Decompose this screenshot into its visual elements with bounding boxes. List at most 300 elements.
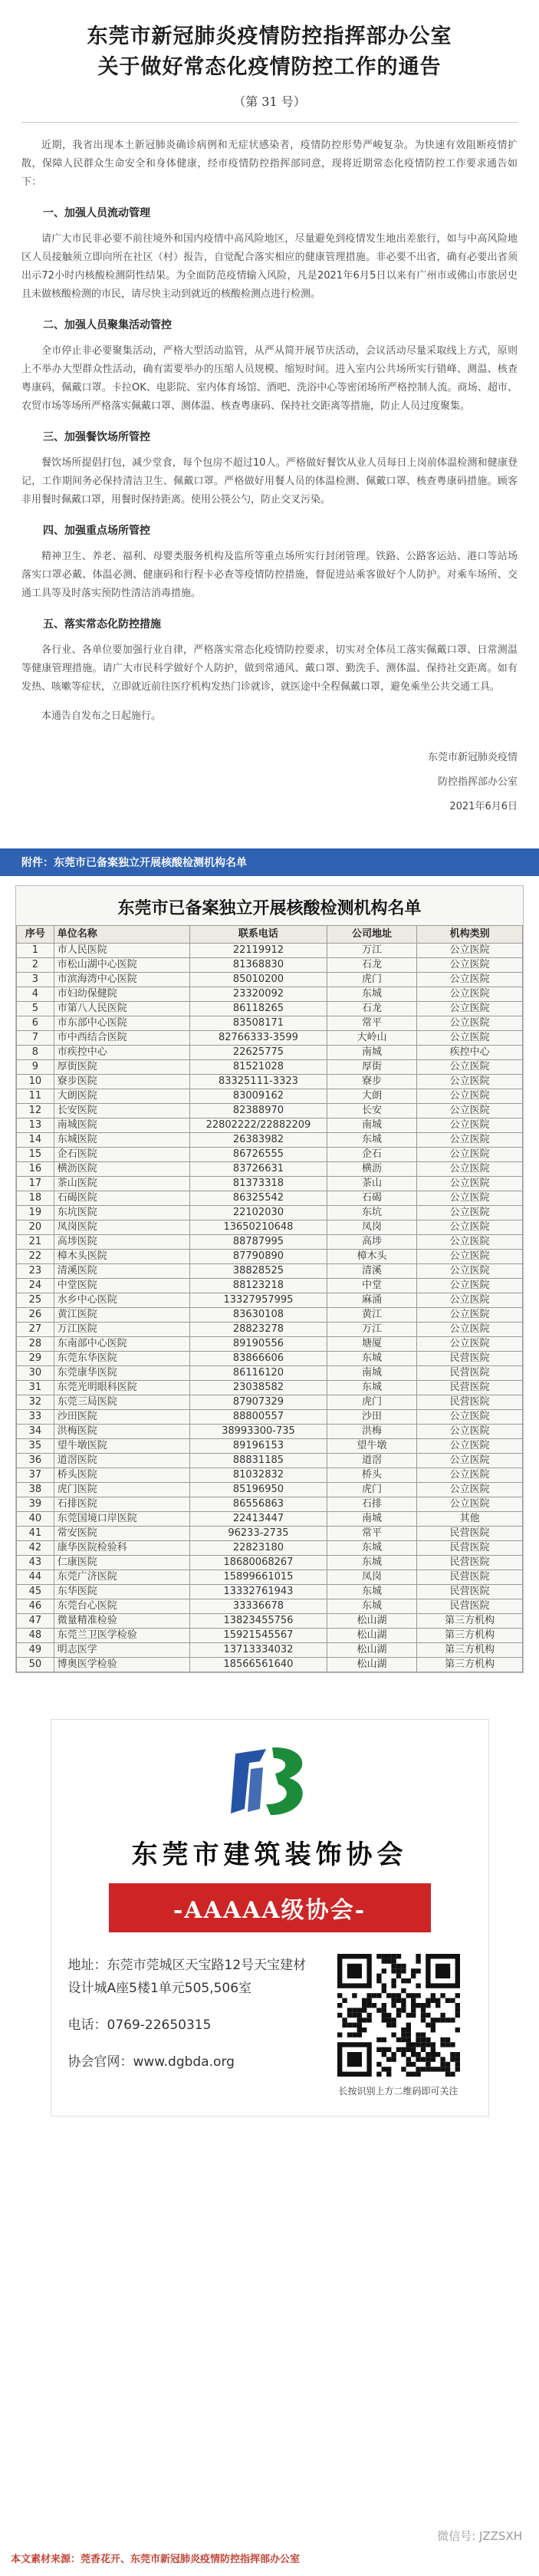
cell-no: 29 bbox=[17, 1352, 54, 1366]
cell-category: 公立医院 bbox=[417, 1104, 523, 1118]
cell-category: 民营医院 bbox=[417, 1381, 523, 1395]
cell-category: 公立医院 bbox=[417, 1454, 523, 1468]
cell-phone: 83325111-3323 bbox=[190, 1075, 327, 1089]
cell-address: 南城 bbox=[327, 1366, 417, 1381]
cell-no: 13 bbox=[17, 1118, 54, 1133]
intro-paragraph: 近期，我省出现本土新冠肺炎确诊病例和无症状感染者，疫情防控形势严峻复杂。为快速有效阻断疫情扩散，保障人民群众生命安全和身体健康，经市疫情防控指挥部同意，现将近期常态化疫情防控工作要求通告如下： bbox=[21, 140, 518, 188]
cell-phone: 88831185 bbox=[190, 1454, 327, 1468]
table-row bbox=[17, 1016, 523, 1031]
cell-name: 东莞光明眼科医院 bbox=[54, 1381, 190, 1395]
cell-name: 市人民医院 bbox=[54, 944, 190, 958]
table-row bbox=[17, 1133, 523, 1148]
cell-category: 民营医院 bbox=[417, 1366, 523, 1381]
cell-name: 石碣医院 bbox=[54, 1191, 190, 1206]
table-row bbox=[17, 1264, 523, 1279]
cell-phone: 13332761943 bbox=[190, 1585, 327, 1599]
cell-address: 东城 bbox=[327, 1381, 417, 1395]
cell-no: 5 bbox=[17, 1002, 54, 1016]
cell-name: 东华医院 bbox=[54, 1585, 190, 1599]
cell-address: 常平 bbox=[327, 1016, 417, 1031]
cell-address: 寮步 bbox=[327, 1075, 417, 1089]
table-row bbox=[17, 1002, 523, 1016]
cell-category: 民营医院 bbox=[417, 1599, 523, 1614]
association-name: 东莞市建筑装饰协会 bbox=[131, 1840, 408, 1870]
cell-address: 黄江 bbox=[327, 1308, 417, 1323]
cell-category: 公立医院 bbox=[417, 1002, 523, 1016]
cell-phone: 13327957995 bbox=[190, 1293, 327, 1308]
cell-phone: 23038582 bbox=[190, 1381, 327, 1395]
cell-address: 松山湖 bbox=[327, 1629, 417, 1643]
table-row bbox=[17, 1148, 523, 1162]
cell-name: 道滘医院 bbox=[54, 1454, 190, 1468]
cell-no: 7 bbox=[17, 1031, 54, 1046]
cell-name: 微量精准检验 bbox=[54, 1614, 190, 1629]
cell-category: 公立医院 bbox=[417, 1250, 523, 1264]
table-row bbox=[17, 1060, 523, 1075]
cell-no: 6 bbox=[17, 1016, 54, 1031]
header-category: 机构类别 bbox=[417, 926, 523, 944]
cell-phone: 87790890 bbox=[190, 1250, 327, 1264]
cell-phone: 83009162 bbox=[190, 1089, 327, 1104]
cell-no: 44 bbox=[17, 1570, 54, 1585]
cell-category: 公立医院 bbox=[417, 1439, 523, 1454]
table-row bbox=[17, 1658, 523, 1672]
cell-phone: 88123218 bbox=[190, 1279, 327, 1293]
table-row bbox=[17, 1352, 523, 1366]
cell-address: 麻涌 bbox=[327, 1293, 417, 1308]
cell-phone: 81032832 bbox=[190, 1468, 327, 1483]
cell-name: 市东部中心医院 bbox=[54, 1016, 190, 1031]
cell-name: 市滨海湾中心医院 bbox=[54, 973, 190, 987]
cell-address: 凤岗 bbox=[327, 1220, 417, 1235]
cell-name: 虎门医院 bbox=[54, 1483, 190, 1497]
cell-address: 石龙 bbox=[327, 958, 417, 973]
cell-category: 公立医院 bbox=[417, 1425, 523, 1439]
cell-no: 33 bbox=[17, 1410, 54, 1425]
cell-phone: 13713334032 bbox=[190, 1643, 327, 1658]
cell-address: 望牛墩 bbox=[327, 1439, 417, 1454]
cell-no: 47 bbox=[17, 1614, 54, 1629]
cell-no: 17 bbox=[17, 1177, 54, 1191]
title-divider bbox=[21, 122, 518, 123]
association-address: 地址：东莞市莞城区天宝路12号天宝建材设计城A座5楼1单元505,506室 bbox=[67, 1958, 307, 1996]
cell-name: 中堂医院 bbox=[54, 1279, 190, 1293]
table-row bbox=[17, 1585, 523, 1599]
cell-no: 36 bbox=[17, 1454, 54, 1468]
cell-address: 横沥 bbox=[327, 1162, 417, 1177]
table-row bbox=[17, 1599, 523, 1614]
cell-no: 9 bbox=[17, 1060, 54, 1075]
cell-phone: 22102030 bbox=[190, 1206, 327, 1220]
cell-phone: 85010200 bbox=[190, 973, 327, 987]
table-row bbox=[17, 1206, 523, 1220]
cell-name: 东城医院 bbox=[54, 1133, 190, 1148]
table-row bbox=[17, 1162, 523, 1177]
cell-category: 民营医院 bbox=[417, 1570, 523, 1585]
section-text-3: 餐饮场所提倡打包，减少堂食，每个包房不超过10人。严格做好餐饮从业人员每日上岗前体温检测和健康登记，工作期间务必保持清洁卫生、佩戴口罩。严格做好用餐人员的体温检测、佩戴口罩、核查粤康码措施。顾客非用餐时佩戴口罩，用餐时保持距离。使用公筷公勺，防止交叉污染。 bbox=[21, 457, 518, 506]
cell-no: 40 bbox=[17, 1512, 54, 1527]
cell-address: 常平 bbox=[327, 1527, 417, 1541]
association-logo-icon bbox=[212, 1738, 327, 1823]
cell-address: 茶山 bbox=[327, 1177, 417, 1191]
table-row bbox=[17, 1454, 523, 1468]
cell-name: 仁康医院 bbox=[54, 1556, 190, 1570]
header-no: 序号 bbox=[17, 926, 54, 944]
source-note: 本文素材来源：莞香花开、东莞市新冠肺炎疫情防控指挥部办公室 bbox=[11, 2554, 301, 2565]
cell-name: 博奥医学检验 bbox=[54, 1658, 190, 1672]
cell-address: 南城 bbox=[327, 1046, 417, 1060]
cell-no: 22 bbox=[17, 1250, 54, 1264]
cell-phone: 89190556 bbox=[190, 1337, 327, 1352]
cell-name: 寮步医院 bbox=[54, 1075, 190, 1089]
cell-category: 公立医院 bbox=[417, 1118, 523, 1133]
table-row bbox=[17, 1031, 523, 1046]
cell-address: 东城 bbox=[327, 1541, 417, 1556]
association-grade-banner: -AAAAA级协会- bbox=[109, 1883, 431, 1932]
cell-phone: 38993300-735 bbox=[190, 1425, 327, 1439]
cell-name: 东莞兰卫医学检验 bbox=[54, 1629, 190, 1643]
table-row bbox=[17, 1497, 523, 1512]
cell-name: 市疾控中心 bbox=[54, 1046, 190, 1060]
cell-phone: 81368830 bbox=[190, 958, 327, 973]
cell-category: 公立医院 bbox=[417, 1148, 523, 1162]
cell-address: 东城 bbox=[327, 1585, 417, 1599]
section-text-2: 全市停止非必要聚集活动，严格大型活动监管，从严从简开展节庆活动，会议活动尽量采取线上方式，原则上不举办大型群众性活动，确有需要举办的压缩人员规模、缩短时间。进入室内公共场所实行错峰、测温、核查粤康码，佩戴口罩。卡拉OK、电影院、室内体育场馆、酒吧、洗浴中心等密闭场所严格控制人流。商场、超市、农贸市场等场所严格落实佩戴口罩、测体温、核查粤康码、保持社交距离等措施，防止人员过度聚集。 bbox=[21, 345, 518, 412]
section-heading-5: 五、落实常态化防控措施 bbox=[43, 618, 161, 631]
table-row bbox=[17, 1118, 523, 1133]
cell-no: 48 bbox=[17, 1629, 54, 1643]
cell-category: 公立医院 bbox=[417, 1235, 523, 1250]
cell-no: 45 bbox=[17, 1585, 54, 1599]
cell-address: 长安 bbox=[327, 1104, 417, 1118]
cell-no: 18 bbox=[17, 1191, 54, 1206]
cell-name: 茶山医院 bbox=[54, 1177, 190, 1191]
cell-phone: 89196153 bbox=[190, 1439, 327, 1454]
cell-phone: 85196950 bbox=[190, 1483, 327, 1497]
cell-name: 石排医院 bbox=[54, 1497, 190, 1512]
cell-phone: 86726555 bbox=[190, 1148, 327, 1162]
cell-category: 公立医院 bbox=[417, 958, 523, 973]
table-row bbox=[17, 1235, 523, 1250]
cell-phone: 81521028 bbox=[190, 1060, 327, 1075]
header-name: 单位名称 bbox=[54, 926, 190, 944]
cell-address: 东城 bbox=[327, 1352, 417, 1366]
notice-title-line-2: 关于做好常态化疫情防控工作的通告 bbox=[97, 55, 442, 79]
table-row bbox=[17, 1308, 523, 1323]
cell-category: 民营医院 bbox=[417, 1585, 523, 1599]
cell-name: 水乡中心医院 bbox=[54, 1293, 190, 1308]
table-row bbox=[17, 1381, 523, 1395]
cell-category: 民营医院 bbox=[417, 1541, 523, 1556]
cell-no: 32 bbox=[17, 1395, 54, 1410]
cell-no: 30 bbox=[17, 1366, 54, 1381]
signature-org-line-2: 防控指挥部办公室 bbox=[437, 776, 518, 788]
section-heading-3: 三、加强餐饮场所管控 bbox=[43, 431, 150, 443]
header-address: 公司地址 bbox=[327, 926, 417, 944]
cell-no: 31 bbox=[17, 1381, 54, 1395]
table-row bbox=[17, 1512, 523, 1527]
cell-name: 凤岗医院 bbox=[54, 1220, 190, 1235]
cell-phone: 86118265 bbox=[190, 1002, 327, 1016]
section-heading-4: 四、加强重点场所管控 bbox=[43, 525, 150, 537]
cell-address: 企石 bbox=[327, 1148, 417, 1162]
cell-address: 万江 bbox=[327, 1323, 417, 1337]
cell-name: 望牛墩医院 bbox=[54, 1439, 190, 1454]
cell-phone: 83630108 bbox=[190, 1308, 327, 1323]
table-row bbox=[17, 944, 523, 958]
cell-category: 公立医院 bbox=[417, 1060, 523, 1075]
cell-category: 公立医院 bbox=[417, 1497, 523, 1512]
cell-no: 23 bbox=[17, 1264, 54, 1279]
cell-category: 公立医院 bbox=[417, 1016, 523, 1031]
cell-name: 东坑医院 bbox=[54, 1206, 190, 1220]
cell-name: 市妇幼保健院 bbox=[54, 987, 190, 1002]
table-row bbox=[17, 1439, 523, 1454]
cell-phone: 26383982 bbox=[190, 1133, 327, 1148]
cell-phone: 23320092 bbox=[190, 987, 327, 1002]
cell-name: 明志医学 bbox=[54, 1643, 190, 1658]
cell-no: 50 bbox=[17, 1658, 54, 1672]
cell-category: 公立医院 bbox=[417, 1468, 523, 1483]
cell-name: 康华医院检验科 bbox=[54, 1541, 190, 1556]
cell-address: 南城 bbox=[327, 1512, 417, 1527]
qr-caption: 长按识别上方二维码即可关注 bbox=[338, 2086, 458, 2097]
cell-no: 14 bbox=[17, 1133, 54, 1148]
cell-name: 洪梅医院 bbox=[54, 1425, 190, 1439]
table-row bbox=[17, 1468, 523, 1483]
cell-no: 4 bbox=[17, 987, 54, 1002]
cell-category: 公立医院 bbox=[417, 1031, 523, 1046]
cell-address: 塘厦 bbox=[327, 1337, 417, 1352]
table-row bbox=[17, 1089, 523, 1104]
cell-no: 24 bbox=[17, 1279, 54, 1293]
issue-number: （第 31 号） bbox=[233, 94, 306, 109]
cell-category: 公立医院 bbox=[417, 944, 523, 958]
association-contact-area bbox=[51, 1932, 488, 2097]
cell-phone: 15921545567 bbox=[190, 1629, 327, 1643]
table-row bbox=[17, 1075, 523, 1089]
cell-category: 公立医院 bbox=[417, 973, 523, 987]
cell-name: 樟木头医院 bbox=[54, 1250, 190, 1264]
section-text-1: 请广大市民非必要不前往境外和国内疫情中高风险地区，尽量避免到疫情发生地出差旅行，如与中高风险地区人员接触须立即向所在社区（村）报告，自觉配合落实相应的健康管理措施。非必要不出省，确有必要出省须出示72小时内核酸检测阴性结果。为全面防范疫情输入风险，凡是2021年6月5日以来有广州市或佛山市旅居史且未做核酸检测的市民，请尽快主动到就近的核酸检测点进行检测。 bbox=[21, 233, 518, 300]
table-row bbox=[17, 973, 523, 987]
cell-no: 15 bbox=[17, 1148, 54, 1162]
cell-no: 41 bbox=[17, 1527, 54, 1541]
cell-phone: 86116120 bbox=[190, 1366, 327, 1381]
cell-name: 常安医院 bbox=[54, 1527, 190, 1541]
table-row bbox=[17, 1556, 523, 1570]
cell-no: 49 bbox=[17, 1643, 54, 1658]
cell-phone: 82766333-3599 bbox=[190, 1031, 327, 1046]
qr-block bbox=[326, 1954, 472, 2097]
table-row bbox=[17, 1279, 523, 1293]
table-row bbox=[17, 1177, 523, 1191]
cell-address: 松山湖 bbox=[327, 1643, 417, 1658]
table-row bbox=[17, 1629, 523, 1643]
cell-address: 樟木头 bbox=[327, 1250, 417, 1264]
cell-category: 公立医院 bbox=[417, 987, 523, 1002]
cell-category: 公立医院 bbox=[417, 1323, 523, 1337]
table-row bbox=[17, 1191, 523, 1206]
table-row bbox=[17, 1541, 523, 1556]
cell-name: 大朗医院 bbox=[54, 1089, 190, 1104]
association-logo bbox=[51, 1720, 488, 1826]
section-text-5: 各行业、各单位要加强行业自律，严格落实常态化疫情防控要求，切实对全体员工落实佩戴口罩、日常测温等健康管理措施。请广大市民科学做好个人防护，做到常通风、戴口罩、勤洗手、测体温、保持社交距离。如有发热、咳嗽等症状，立即就近前往医疗机构发热门诊就诊，就医途中全程佩戴口罩，避免乘坐公共交通工具。 bbox=[21, 644, 518, 693]
cell-category: 民营医院 bbox=[417, 1556, 523, 1570]
cell-phone: 18680068267 bbox=[190, 1556, 327, 1570]
cell-no: 28 bbox=[17, 1337, 54, 1352]
cell-phone: 83866606 bbox=[190, 1352, 327, 1366]
cell-no: 46 bbox=[17, 1599, 54, 1614]
table-row bbox=[17, 958, 523, 973]
cell-phone: 22119912 bbox=[190, 944, 327, 958]
cell-phone: 22413447 bbox=[190, 1512, 327, 1527]
cell-no: 27 bbox=[17, 1323, 54, 1337]
cell-category: 疾控中心 bbox=[417, 1046, 523, 1060]
cell-no: 35 bbox=[17, 1439, 54, 1454]
annex-label: 附件：东莞市已备案独立开展核酸检测机构名单 bbox=[0, 848, 539, 876]
header-phone: 联系电话 bbox=[190, 926, 327, 944]
cell-name: 厚街医院 bbox=[54, 1060, 190, 1075]
cell-name: 桥头医院 bbox=[54, 1468, 190, 1483]
cell-category: 公立医院 bbox=[417, 1483, 523, 1497]
notice-body bbox=[0, 137, 539, 726]
cell-phone: 22802222/22882209 bbox=[190, 1118, 327, 1133]
cell-no: 19 bbox=[17, 1206, 54, 1220]
cell-name: 东莞广济医院 bbox=[54, 1570, 190, 1585]
signature-block bbox=[0, 747, 539, 818]
cell-phone: 82388970 bbox=[190, 1104, 327, 1118]
table-body bbox=[17, 944, 523, 1672]
table-row bbox=[17, 1643, 523, 1658]
cell-phone: 13650210648 bbox=[190, 1220, 327, 1235]
cell-phone: 88800557 bbox=[190, 1410, 327, 1425]
cell-no: 43 bbox=[17, 1556, 54, 1570]
cell-category: 公立医院 bbox=[417, 1206, 523, 1220]
cell-category: 公立医院 bbox=[417, 1162, 523, 1177]
cell-address: 大朗 bbox=[327, 1089, 417, 1104]
cell-name: 东莞台心医院 bbox=[54, 1599, 190, 1614]
cell-address: 道滘 bbox=[327, 1454, 417, 1468]
cell-phone: 86556863 bbox=[190, 1497, 327, 1512]
cell-category: 公立医院 bbox=[417, 1308, 523, 1323]
cell-name: 东莞东华医院 bbox=[54, 1352, 190, 1366]
cell-address: 东城 bbox=[327, 1599, 417, 1614]
cell-address: 沙田 bbox=[327, 1410, 417, 1425]
cell-no: 42 bbox=[17, 1541, 54, 1556]
cell-address: 虎门 bbox=[327, 973, 417, 987]
cell-name: 市中西结合医院 bbox=[54, 1031, 190, 1046]
cell-category: 公立医院 bbox=[417, 1089, 523, 1104]
cell-no: 25 bbox=[17, 1293, 54, 1308]
cell-name: 东南部中心医院 bbox=[54, 1337, 190, 1352]
cell-no: 3 bbox=[17, 973, 54, 987]
cell-category: 民营医院 bbox=[417, 1352, 523, 1366]
table-row bbox=[17, 1425, 523, 1439]
signature-org-line-1: 东莞市新冠肺炎疫情 bbox=[427, 752, 518, 763]
cell-category: 其他 bbox=[417, 1512, 523, 1527]
cell-category: 第三方机构 bbox=[417, 1629, 523, 1643]
cell-name: 横沥医院 bbox=[54, 1162, 190, 1177]
table-title: 东莞市已备案独立开展核酸检测机构名单 bbox=[117, 898, 422, 918]
cell-address: 凤岗 bbox=[327, 1570, 417, 1585]
cell-no: 39 bbox=[17, 1497, 54, 1512]
cell-name: 万江医院 bbox=[54, 1323, 190, 1337]
cell-no: 20 bbox=[17, 1220, 54, 1235]
cell-name: 高埗医院 bbox=[54, 1235, 190, 1250]
cell-no: 16 bbox=[17, 1162, 54, 1177]
cell-no: 10 bbox=[17, 1075, 54, 1089]
cell-no: 12 bbox=[17, 1104, 54, 1118]
cell-name: 市第八人民医院 bbox=[54, 1002, 190, 1016]
cell-category: 公立医院 bbox=[417, 1191, 523, 1206]
table-row bbox=[17, 1220, 523, 1235]
cell-name: 企石医院 bbox=[54, 1148, 190, 1162]
table-row bbox=[17, 1293, 523, 1308]
cell-no: 26 bbox=[17, 1308, 54, 1323]
cell-phone: 81373318 bbox=[190, 1177, 327, 1191]
cell-category: 第三方机构 bbox=[417, 1614, 523, 1629]
cell-phone: 86325542 bbox=[190, 1191, 327, 1206]
cell-address: 高埗 bbox=[327, 1235, 417, 1250]
cell-no: 21 bbox=[17, 1235, 54, 1250]
cell-no: 11 bbox=[17, 1089, 54, 1104]
table-row bbox=[17, 1323, 523, 1337]
cell-no: 34 bbox=[17, 1425, 54, 1439]
cell-phone: 33336678 bbox=[190, 1599, 327, 1614]
cell-name: 东莞康华医院 bbox=[54, 1366, 190, 1381]
cell-address: 清溪 bbox=[327, 1264, 417, 1279]
section-heading-2: 二、加强人员聚集活动管控 bbox=[43, 319, 172, 331]
cell-address: 南城 bbox=[327, 1118, 417, 1133]
cell-address: 大岭山 bbox=[327, 1031, 417, 1046]
cell-name: 长安医院 bbox=[54, 1104, 190, 1118]
cell-address: 松山湖 bbox=[327, 1658, 417, 1672]
cell-phone: 15899661015 bbox=[190, 1570, 327, 1585]
cell-address: 石排 bbox=[327, 1497, 417, 1512]
table-row bbox=[17, 1046, 523, 1060]
cell-address: 石龙 bbox=[327, 1002, 417, 1016]
cell-name: 黄江医院 bbox=[54, 1308, 190, 1323]
table-row bbox=[17, 1527, 523, 1541]
title-block bbox=[0, 0, 539, 110]
cell-address: 虎门 bbox=[327, 1395, 417, 1410]
cell-phone: 96233-2735 bbox=[190, 1527, 327, 1541]
cell-category: 第三方机构 bbox=[417, 1643, 523, 1658]
cell-category: 公立医院 bbox=[417, 1279, 523, 1293]
cell-name: 清溪医院 bbox=[54, 1264, 190, 1279]
institution-table bbox=[16, 925, 523, 1672]
closing-sentence: 本通告自发布之日起施行。 bbox=[41, 710, 162, 722]
cell-address: 东坑 bbox=[327, 1206, 417, 1220]
institution-table-card bbox=[15, 885, 524, 1673]
cell-name: 沙田医院 bbox=[54, 1410, 190, 1425]
cell-address: 虎门 bbox=[327, 1483, 417, 1497]
cell-phone: 88787995 bbox=[190, 1235, 327, 1250]
cell-no: 8 bbox=[17, 1046, 54, 1060]
qr-code-icon[interactable] bbox=[337, 1954, 460, 2077]
cell-category: 公立医院 bbox=[417, 1293, 523, 1308]
cell-phone: 22823180 bbox=[190, 1541, 327, 1556]
cell-name: 东莞三局医院 bbox=[54, 1395, 190, 1410]
cell-address: 中堂 bbox=[327, 1279, 417, 1293]
table-row bbox=[17, 1570, 523, 1585]
table-row bbox=[17, 1614, 523, 1629]
cell-no: 37 bbox=[17, 1468, 54, 1483]
cell-phone: 38828525 bbox=[190, 1264, 327, 1279]
cell-address: 东城 bbox=[327, 987, 417, 1002]
cell-no: 38 bbox=[17, 1483, 54, 1497]
